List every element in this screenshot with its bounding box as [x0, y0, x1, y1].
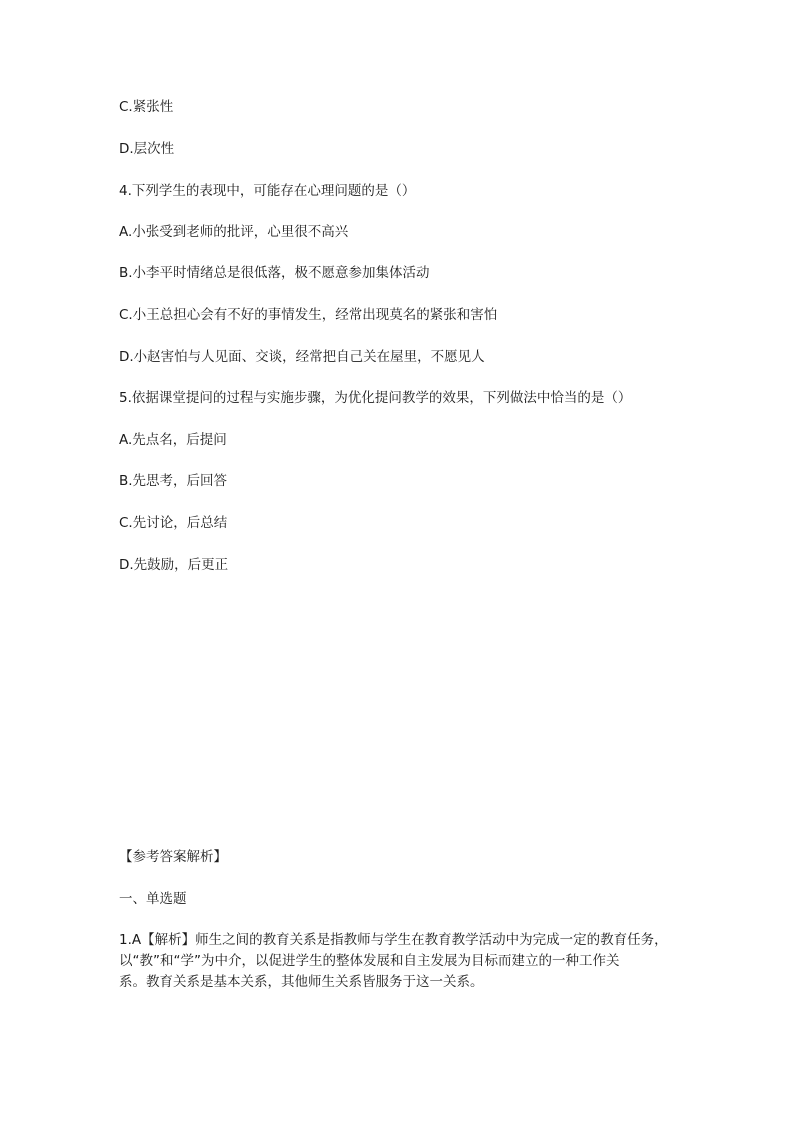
question-3-option-c: C.紧张性: [119, 99, 174, 115]
answer-1-explanation: [119, 930, 679, 993]
answer-1-line-2: 以“教”和“学”为中介，以促进学生的整体发展和自主发展为目标而建立的一种工作关: [119, 953, 620, 969]
question-4-stem: 4.下列学生的表现中，可能存在心理问题的是（）: [119, 183, 416, 199]
answer-key-heading: 【参考答案解析】: [119, 849, 227, 865]
question-5-option-b: B.先思考，后回答: [119, 473, 228, 489]
answer-1-line-1: 1.A【解析】师生之间的教育关系是指教师与学生在教育教学活动中为完成一定的教育任务，: [119, 932, 668, 948]
question-4-option-a: A.小张受到老师的批评，心里很不高兴: [119, 224, 349, 240]
question-4-option-d: D.小赵害怕与人见面、交谈，经常把自己关在屋里，不愿见人: [119, 349, 485, 365]
question-3-option-d: D.层次性: [119, 141, 175, 157]
question-5-stem: 5.依据课堂提问的过程与实施步骤，为优化提问教学的效果，下列做法中恰当的是（）: [119, 390, 632, 406]
section-heading: 一、单选题: [119, 891, 187, 907]
question-5-option-c: C.先讨论，后总结: [119, 515, 228, 531]
question-4-option-c: C.小王总担心会有不好的事情发生，经常出现莫名的紧张和害怕: [119, 307, 498, 323]
answer-1-line-3: 系。教育关系是基本关系，其他师生关系皆服务于这一关系。: [119, 974, 484, 990]
question-5-option-a: A.先点名，后提问: [119, 432, 227, 448]
question-5-option-d: D.先鼓励，后更正: [119, 557, 229, 573]
question-4-option-b: B.小李平时情绪总是很低落，极不愿意参加集体活动: [119, 265, 430, 281]
